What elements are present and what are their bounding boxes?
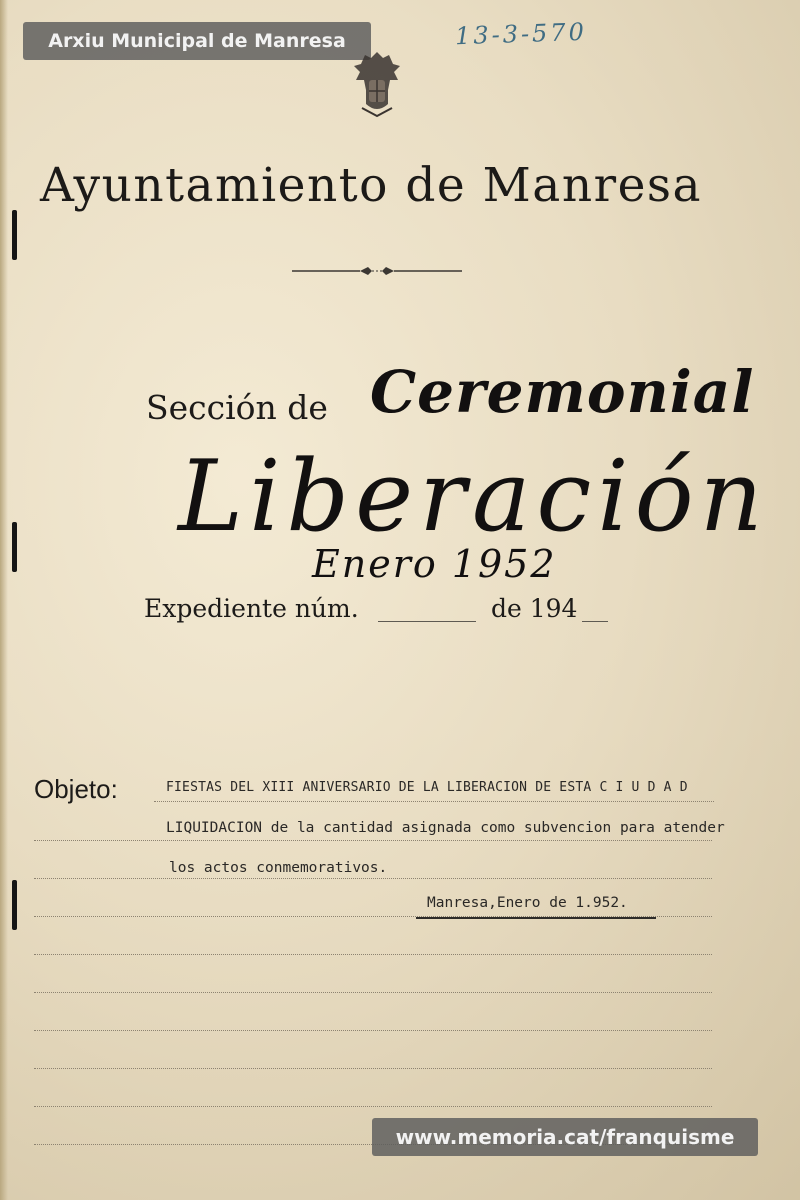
ruled-line: [34, 992, 712, 993]
binding-mark: [12, 522, 17, 572]
page-title: Ayuntamiento de Manresa: [40, 158, 703, 213]
objeto-label: Objeto:: [34, 774, 118, 804]
ruled-line: [34, 878, 712, 879]
subject-title: Liberación: [178, 440, 769, 554]
place-date-underline: [416, 917, 656, 919]
ruled-line: [34, 954, 712, 955]
place-date-line: Manresa,Enero de 1.952.: [427, 895, 628, 911]
ruled-line: [34, 840, 712, 841]
expediente-number-blank: [378, 621, 476, 622]
objeto-line: LIQUIDACION de la cantidad asignada como subvencion para atender: [166, 820, 725, 836]
section-value: Ceremonial: [370, 358, 755, 426]
objeto-line: FIESTAS DEL XIII ANIVERSARIO DE LA LIBERACION DE ESTA C I U D A D: [166, 780, 688, 795]
coat-of-arms-icon: [352, 50, 402, 118]
ornamental-divider-icon: [292, 262, 462, 280]
expediente-label: Expediente núm.: [144, 594, 359, 623]
subject-date: Enero 1952: [312, 542, 557, 586]
ruled-line: [34, 1106, 712, 1107]
expediente-year-blank: [582, 621, 608, 622]
expediente-year: de 194: [491, 594, 578, 623]
ruled-line: [34, 1030, 712, 1031]
section-label: Sección de: [146, 388, 328, 427]
binding-mark: [12, 880, 17, 930]
ruled-line: [34, 1068, 712, 1069]
objeto-line: los actos conmemorativos.: [169, 860, 388, 876]
binding-mark: [12, 210, 17, 260]
ruled-line: [154, 801, 714, 802]
handwritten-file-date: 13-3-570: [454, 17, 588, 51]
website-watermark: www.memoria.cat/franquisme: [372, 1118, 758, 1156]
archive-watermark: Arxiu Municipal de Manresa: [23, 22, 371, 60]
